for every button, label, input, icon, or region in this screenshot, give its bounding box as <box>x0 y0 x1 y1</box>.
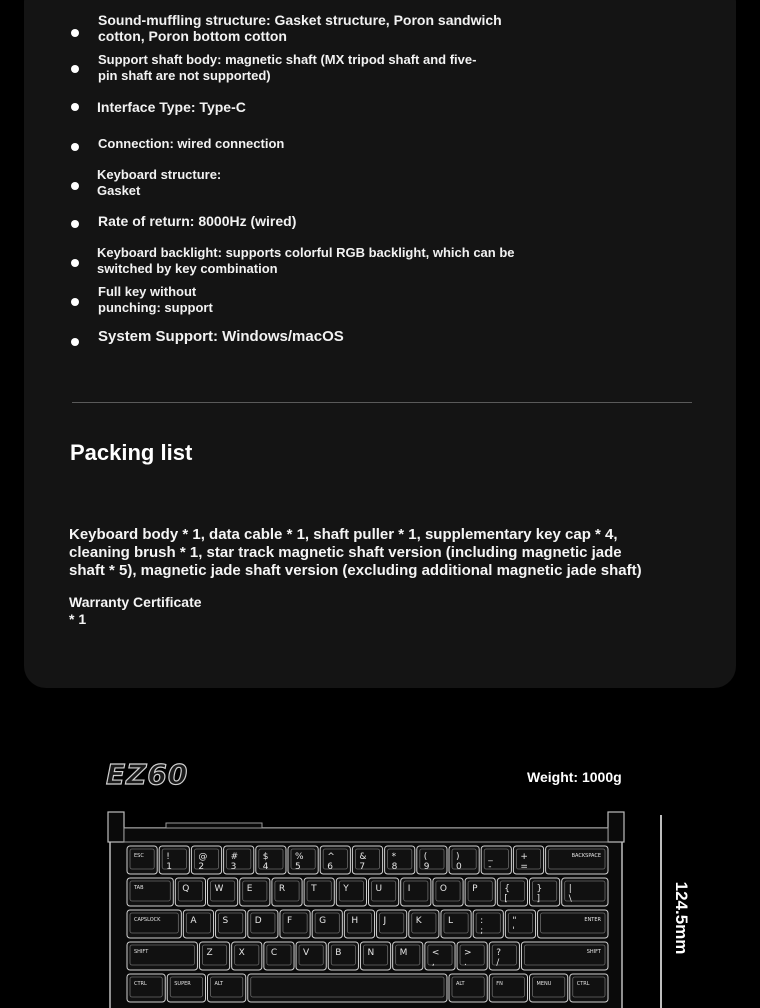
keycap <box>377 910 407 938</box>
key-legend-top: I <box>407 884 411 894</box>
bullet-icon <box>71 143 79 151</box>
key-legend-top: > <box>464 948 472 958</box>
key-legend-top: K <box>415 916 422 926</box>
key-legend-bottom: 9 <box>423 862 430 872</box>
keycap <box>328 942 358 970</box>
keycap <box>530 974 568 1002</box>
key-legend-bottom: 8 <box>391 862 398 872</box>
key-legend-bottom: , <box>431 958 435 968</box>
key-legend-bottom: 3 <box>230 862 237 872</box>
keycap <box>570 974 608 1002</box>
key-legend-top: G <box>319 916 327 926</box>
spec-line: punching: support <box>98 300 213 315</box>
key-legend-top: $ <box>262 852 269 862</box>
key-legend-bottom: ] <box>536 894 541 904</box>
keycap <box>167 974 205 1002</box>
key-legend-bottom: 1 <box>166 862 172 872</box>
keyboard-diagram <box>106 810 626 1008</box>
spec-line: Keyboard structure: <box>97 167 222 182</box>
keycap <box>489 974 527 1002</box>
key-legend-top: A <box>190 916 197 926</box>
key-legend-bottom: CTRL <box>134 981 147 987</box>
spec-line: Support shaft body: magnetic shaft (MX tripod shaft and five- <box>98 52 477 67</box>
keycap <box>393 942 423 970</box>
key-legend-bottom: ; <box>480 926 484 936</box>
spec-line: Connection: wired connection <box>98 136 285 151</box>
keycap <box>344 910 374 938</box>
keycap <box>336 878 366 906</box>
spec-line: pin shaft are not supported) <box>98 68 271 83</box>
keycap <box>304 878 334 906</box>
keycap <box>248 974 447 1002</box>
bullet-icon <box>71 182 79 190</box>
spec-text <box>98 52 568 84</box>
keycap <box>449 974 487 1002</box>
packing-line: shaft * 5), magnetic jade shaft version (excluding additional magnetic jade shaft) <box>69 562 642 579</box>
key-legend-top: @ <box>198 852 208 862</box>
packing-line: Keyboard body * 1, data cable * 1, shaft puller * 1, supplementary key cap * 4, <box>69 526 618 543</box>
key-legend-top: H <box>351 916 359 926</box>
keycap <box>127 942 197 970</box>
keycap <box>127 974 165 1002</box>
keycap <box>538 910 608 938</box>
key-legend-bottom: 6 <box>327 862 333 872</box>
spec-line: Sound-muffling structure: Gasket structure, Poron sandwich <box>98 12 502 28</box>
case-foot-left <box>108 812 124 842</box>
key-legend-top: _ <box>488 852 493 862</box>
key-legend-bottom: SUPER <box>174 981 191 987</box>
keycap <box>280 910 310 938</box>
weight-label: Weight: 1000g <box>527 769 622 785</box>
keycap <box>401 878 431 906</box>
keycap <box>127 910 181 938</box>
key-legend-bottom: SHIFT <box>586 949 601 955</box>
key-legend-top: + <box>520 852 528 862</box>
keycap <box>127 846 157 874</box>
key-legend-top: E <box>246 884 253 894</box>
key-legend-bottom: / <box>496 958 500 968</box>
key-legend-top: Y <box>343 884 349 894</box>
key-legend-top: ( <box>423 852 428 862</box>
key-legend-top: J <box>383 916 387 926</box>
height-dimension-text: 124.5mm <box>672 881 691 955</box>
key-legend-top: # <box>230 852 239 862</box>
keycap <box>465 878 495 906</box>
bullet-icon <box>71 298 79 306</box>
key-legend-bottom: ESC <box>134 853 144 859</box>
keycap <box>385 846 415 874</box>
spec-line: Gasket <box>97 183 141 198</box>
spec-line: System Support: Windows/macOS <box>98 328 344 345</box>
keycap <box>296 942 326 970</box>
key-legend-top: | <box>568 884 572 894</box>
key-legend-top: B <box>335 948 342 958</box>
key-legend-top: O <box>439 884 447 894</box>
key-legend-top: } <box>536 884 543 894</box>
usb-port <box>166 823 262 828</box>
keycap <box>248 910 278 938</box>
keycap <box>360 942 390 970</box>
key-legend-bottom: 0 <box>456 862 462 872</box>
key-legend-top: N <box>367 948 375 958</box>
keycap <box>530 878 560 906</box>
key-legend-bottom: ALT <box>214 981 224 987</box>
spec-line: switched by key combination <box>97 261 278 276</box>
key-legend-top: & <box>359 852 367 862</box>
bullet-icon <box>71 259 79 267</box>
spec-text <box>98 329 568 345</box>
spec-text <box>98 213 568 229</box>
spec-text <box>98 284 568 316</box>
key-legend-top: C <box>270 948 278 958</box>
keycap <box>216 910 246 938</box>
spec-text <box>98 12 568 44</box>
key-legend-top: ) <box>456 852 460 862</box>
spec-text <box>98 136 568 152</box>
key-legend-top: < <box>431 948 440 958</box>
keycap <box>312 910 342 938</box>
key-legend-top: Z <box>206 948 213 958</box>
key-legend-top: % <box>295 852 304 862</box>
key-legend-bottom: CAPSLOCK <box>134 917 161 923</box>
product-logo: EZ60 <box>106 758 189 791</box>
key-legend-bottom: MENU <box>536 981 552 987</box>
key-legend-bottom: ENTER <box>584 917 601 923</box>
packing-line: cleaning brush * 1, star track magnetic shaft version (including magnetic jade <box>69 544 622 561</box>
key-legend-bottom: FN <box>496 981 503 987</box>
key-legend-bottom: ALT <box>456 981 465 987</box>
key-legend-bottom: = <box>520 862 528 872</box>
key-legend-top: ^ <box>327 852 335 862</box>
keycap <box>546 846 608 874</box>
key-legend-bottom: BACKSPACE <box>571 853 601 859</box>
key-legend-bottom: 7 <box>359 862 366 872</box>
spec-line: Rate of return: 8000Hz (wired) <box>98 213 297 229</box>
packing-list-title: Packing list <box>70 440 193 465</box>
keycap <box>224 846 254 874</box>
bullet-icon <box>71 29 79 37</box>
key-legend-top: X <box>238 948 245 958</box>
bullet-icon <box>71 103 79 111</box>
key-legend-top: T <box>311 884 317 894</box>
key-legend-top: { <box>504 884 511 894</box>
keycap <box>521 942 608 970</box>
key-legend-top: M <box>399 948 408 958</box>
warranty-line: Warranty Certificate <box>69 594 202 610</box>
keycap <box>497 878 527 906</box>
keycap <box>481 846 511 874</box>
keycap <box>256 846 286 874</box>
key-legend-bottom: SHIFT <box>134 949 149 955</box>
spec-text <box>97 99 567 115</box>
spec-line: Keyboard backlight: supports colorful RGB backlight, which can be <box>97 245 515 260</box>
keycap <box>232 942 262 970</box>
key-legend-bottom: - <box>488 862 492 872</box>
keycap <box>240 878 270 906</box>
key-legend-top: D <box>254 916 262 926</box>
packing-list-body <box>69 526 699 580</box>
warranty-line: * 1 <box>69 611 87 627</box>
spec-line: Interface Type: Type-C <box>97 99 246 115</box>
keycap <box>433 878 463 906</box>
keycap <box>183 910 213 938</box>
bullet-icon <box>71 220 79 228</box>
keycap <box>199 942 229 970</box>
keycap <box>175 878 205 906</box>
spec-text <box>97 167 567 199</box>
section-divider <box>72 402 692 403</box>
spec-text <box>97 245 567 277</box>
keycap <box>449 846 479 874</box>
key-legend-bottom: \ <box>568 894 572 904</box>
keycap <box>417 846 447 874</box>
keycap <box>409 910 439 938</box>
keycap <box>352 846 382 874</box>
spec-line: Full key without <box>98 284 197 299</box>
key-legend-top: S <box>222 916 229 926</box>
keycap <box>441 910 471 938</box>
key-legend-top: L <box>447 916 453 926</box>
key-legend-top: V <box>303 948 310 958</box>
keycap <box>425 942 455 970</box>
keycap <box>369 878 399 906</box>
bullet-icon <box>71 338 79 346</box>
keys-group <box>127 846 608 1002</box>
key-legend-top: " <box>512 916 517 926</box>
keycap <box>505 910 535 938</box>
keycap <box>457 942 487 970</box>
keycap <box>320 846 350 874</box>
warranty-certificate <box>69 594 269 628</box>
keycap <box>272 878 302 906</box>
case-top-edge <box>124 828 608 842</box>
key-legend-bottom: ' <box>512 926 515 936</box>
keycap <box>127 878 173 906</box>
keycap <box>489 942 519 970</box>
key-legend-bottom: [ <box>504 894 508 904</box>
keycap <box>159 846 189 874</box>
key-legend-bottom: TAB <box>134 885 144 891</box>
key-legend-top: ? <box>496 948 502 958</box>
key-legend-top: U <box>375 884 383 894</box>
dimension-line <box>660 815 662 1008</box>
key-legend-top: W <box>214 884 224 894</box>
keycap <box>264 942 294 970</box>
key-legend-bottom: CTRL <box>576 981 590 987</box>
key-legend-top: R <box>278 884 286 894</box>
key-legend-top: : <box>480 916 484 926</box>
key-legend-top: * <box>391 852 397 862</box>
spec-line: cotton, Poron bottom cotton <box>98 28 287 44</box>
key-legend-top: ! <box>166 852 170 862</box>
keycap <box>208 974 246 1002</box>
key-legend-bottom: 4 <box>262 862 269 872</box>
case-foot-right <box>608 812 624 842</box>
key-legend-bottom: 5 <box>295 862 301 872</box>
keycap <box>473 910 503 938</box>
keycap <box>513 846 543 874</box>
key-legend-top: F <box>286 916 293 926</box>
key-legend-top: Q <box>182 884 190 894</box>
key-legend-bottom: . <box>464 958 467 968</box>
key-legend-top: P <box>472 884 478 894</box>
key-legend-bottom: 2 <box>198 862 205 872</box>
bullet-icon <box>71 65 79 73</box>
